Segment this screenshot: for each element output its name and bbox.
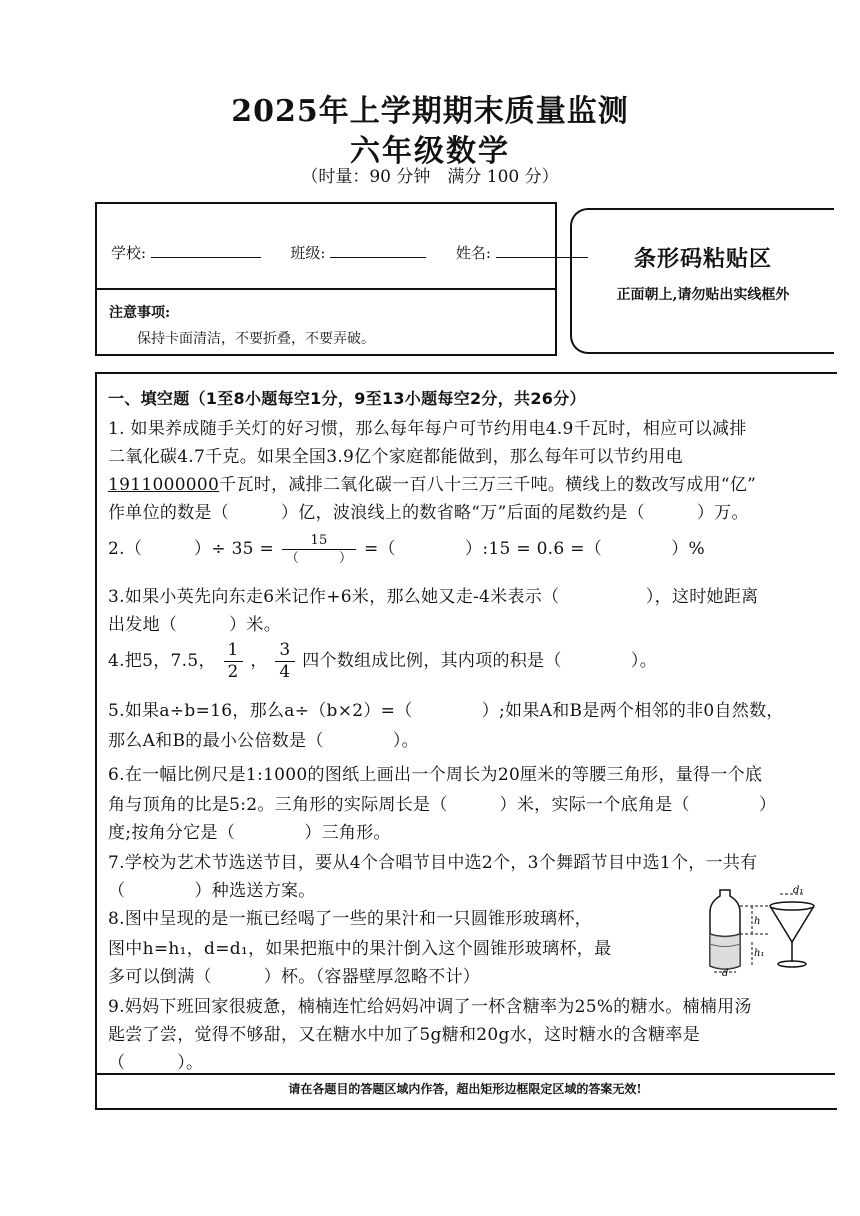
info-divider (97, 288, 555, 290)
q3-line1: 3.如果小英先向东走6米记作+6米，那么她又走-4米表示（ ），这时她距离 (108, 587, 759, 607)
q4-f1-numerator: 1 (227, 640, 239, 660)
q7-line1: 7.学校为艺术节选送节目，要从4个合唱节目中选2个，3个舞蹈节目中选1个，一共有 (108, 853, 758, 873)
q1-line3 (108, 470, 756, 495)
student-info-box (95, 202, 557, 356)
barcode-title: 条形码粘贴区 (633, 246, 772, 272)
name-label: 姓名: (455, 244, 491, 262)
q5-line2: 那么A和B的最小公倍数是（ ）。 (108, 731, 419, 751)
h-label: h (754, 916, 761, 927)
q2-part2: =（ ）:15 = 0.6 =（ ）% (364, 539, 706, 559)
exam-meta: （时量：90 分钟 满分 100 分） (301, 167, 559, 187)
exam-title: 2025年上学期期末质量监测 (231, 94, 629, 129)
q4-f2-numerator: 3 (279, 640, 291, 660)
q6-line1: 6.在一幅比例尺是1:1000的图纸上画出一个周长为20厘米的等腰三角形，量得一个底 (108, 765, 763, 785)
section-heading: 一、填空题（1至8小题每空1分，9至13小题每空2分，共26分） (108, 389, 586, 408)
q1-underlined-number: 1911000000 (108, 475, 220, 495)
class-label: 班级: (290, 244, 326, 262)
d1-label: d₁ (793, 885, 804, 896)
barcode-area (570, 208, 834, 354)
h1-label: h₁ (754, 948, 765, 959)
school-field[interactable] (151, 243, 261, 258)
notice-title: 注意事项: (109, 305, 171, 321)
q9-line1: 9.妈妈下班回家很疲惫，楠楠连忙给妈妈冲调了一杯含糖率为25%的糖水。楠楠用汤 (108, 997, 752, 1017)
q4-f1-denominator: 2 (224, 661, 243, 681)
cone-glass-icon (770, 902, 814, 967)
notice-text: 保持卡面清洁，不要折叠，不要弄破。 (137, 331, 375, 347)
d-label: d (722, 968, 729, 976)
q4-fraction-1 (224, 642, 243, 681)
q1-line3-text: 千瓦时，减排二氧化碳一百八十三万三千吨。横线上的数改写成用“亿” (219, 475, 757, 495)
q2-part1: 2.（ ）÷ 35 = (108, 539, 275, 559)
exam-subject: 六年级数学 (350, 134, 510, 169)
q7-line2: （ ）种选送方案。 (108, 881, 316, 901)
q9-line3: （ ）。 (108, 1053, 204, 1073)
bottle-and-cone-figure (700, 884, 820, 976)
q2-frac-numerator: 15 (310, 533, 328, 548)
school-label: 学校: (111, 244, 147, 262)
q2-frac-denominator: （ ） (282, 549, 357, 565)
barcode-subtitle: 正面朝上,请勿贴出实线框外 (616, 287, 790, 303)
footer-divider (95, 1073, 835, 1075)
q2-fraction (282, 534, 357, 565)
q8-line1: 8.图中呈现的是一瓶已经喝了一些的果汁和一只圆锥形玻璃杯， (108, 909, 592, 929)
q1-line4: 作单位的数是（ ）亿，波浪线上的数省略“万”后面的尾数约是（ ）万。 (108, 503, 749, 523)
q4-separator: ， (250, 651, 268, 671)
q6-line2: 角与顶角的比是5:2。三角形的实际周长是（ ）米，实际一个底角是（ ） (108, 795, 777, 815)
q3-line2: 出发地（ ）米。 (108, 615, 281, 635)
juice-fill (710, 934, 740, 969)
q1-line2: 二氧化碳4.7千克。如果全国3.9亿个家庭都能做到，那么每年可以节约用电 (108, 447, 683, 467)
q8-line2: 图中h=h₁，d=d₁，如果把瓶中的果汁倒入这个圆锥形玻璃杯，最 (108, 939, 612, 959)
class-field[interactable] (330, 243, 426, 258)
q4-f2-denominator: 4 (275, 661, 294, 681)
q4-part1: 4.把5，7.5， (108, 651, 216, 671)
q2-line (108, 534, 705, 565)
q8-line3: 多可以倒满（ ）杯。（容器壁厚忽略不计） (108, 967, 481, 987)
student-info-row (111, 242, 588, 263)
q1-line1: 1. 如果养成随手关灯的好习惯，那么每年每户可节约用电4.9千瓦时，相应可以减排 (108, 419, 747, 439)
q5-line1: 5.如果a÷b=16，那么a÷（b×2）=（ ）;如果A和B是两个相邻的非0自然数， (108, 701, 784, 721)
footer-notice: 请在各题目的答题区域内作答，超出矩形边框限定区域的答案无效! (288, 1082, 642, 1096)
q4-line (108, 642, 657, 681)
q9-line2: 匙尝了尝，觉得不够甜，又在糖水中加了5g糖和20g水，这时糖水的含糖率是 (108, 1025, 701, 1045)
q4-part2: 四个数组成比例，其内项的积是（ ）。 (302, 651, 658, 671)
q6-line3: 度;按角分它是（ ）三角形。 (108, 823, 391, 843)
q4-fraction-2 (275, 642, 294, 681)
